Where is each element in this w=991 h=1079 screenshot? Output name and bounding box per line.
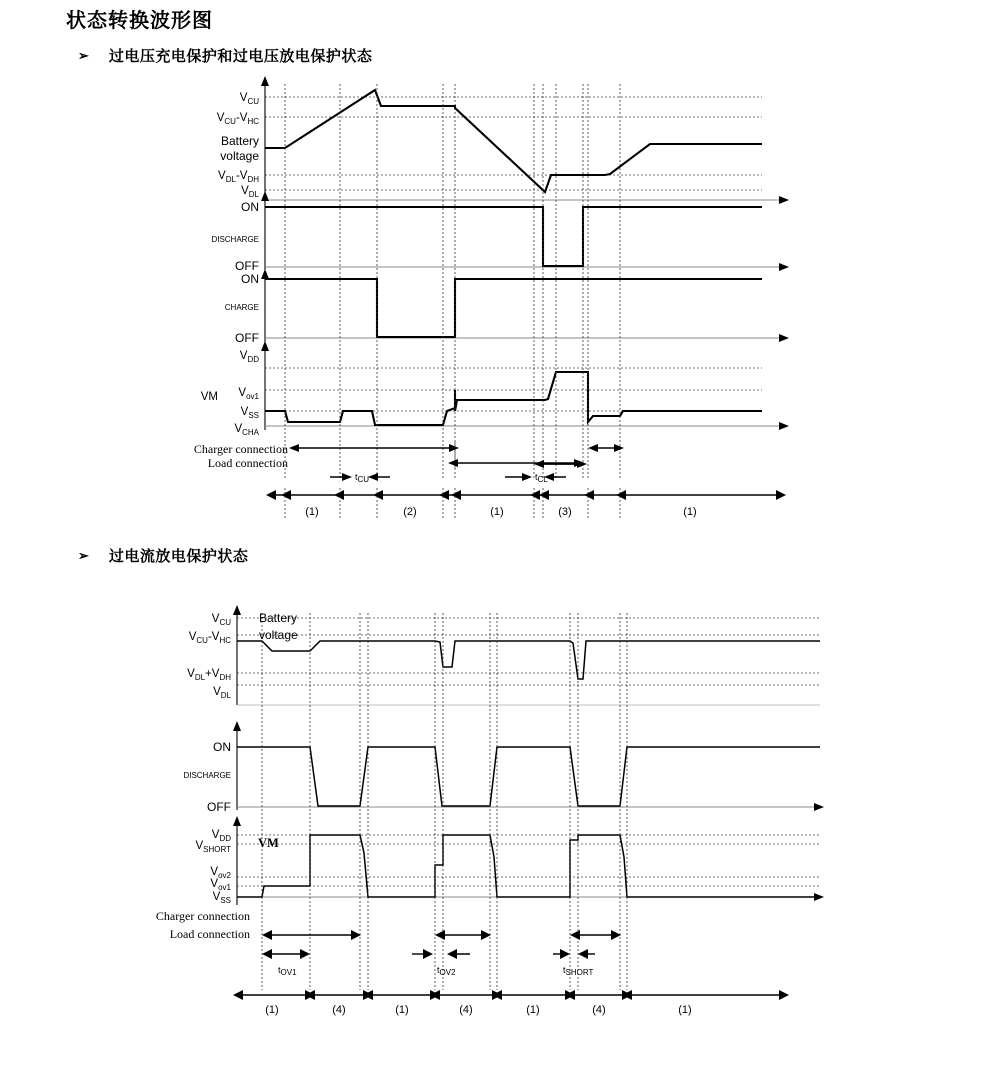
- phase-label: (1): [678, 1004, 692, 1016]
- label-vcha: $V_{CHA}$: [234, 423, 259, 437]
- label-discharge: DISCHARGE: [211, 235, 259, 244]
- section-heading-1: [78, 45, 372, 66]
- section-heading-1-label: 过电压充电保护和过电压放电保护状态: [108, 49, 373, 65]
- t-cl-dimension: [505, 472, 566, 484]
- label-charge-on: ON: [241, 272, 259, 286]
- label-tshort: tSHORT: [563, 965, 594, 977]
- section-heading-2-label: 过电流放电保护状态: [108, 549, 249, 565]
- label-vcu-vhc: VCU-VHC: [216, 112, 259, 126]
- label-vov1: $V_{ov1}$: [238, 387, 259, 401]
- t-cu-dimension: [330, 472, 390, 484]
- label-discharge: DISCHARGE: [183, 771, 231, 780]
- waveform-diagram-overvoltage: [0, 70, 991, 530]
- label-discharge-on: ON: [213, 740, 231, 754]
- label-vcu: $V_{CU}$: [239, 92, 259, 106]
- label-vm: VM: [258, 836, 279, 850]
- charger-connection-span: [289, 442, 459, 468]
- label-vdd: $V_{DD}$: [211, 829, 231, 843]
- phase-label: (4): [459, 1004, 473, 1016]
- label-vdl: $V_{DL}$: [241, 185, 259, 199]
- phase-label: (1): [395, 1004, 409, 1016]
- label-battery-voltage-line1: Battery: [259, 611, 298, 625]
- phase-label: (2): [403, 506, 417, 518]
- phase-label: (1): [526, 1004, 540, 1016]
- label-vdl-vdh: $V_{DL}-V_{DH}$: [218, 170, 259, 184]
- phase-label: (4): [592, 1004, 606, 1016]
- label-charger-connection: Charger connection: [193, 442, 288, 456]
- label-vcu: $V_{CU}$: [211, 613, 231, 627]
- label-discharge-off: OFF: [207, 800, 231, 814]
- phase-label: (1): [683, 506, 697, 518]
- label-vdl-vdh: $V_{DL}+V_{DH}$: [187, 668, 231, 682]
- label-battery-voltage-line1: Battery: [220, 134, 259, 148]
- label-tcl: tCL: [535, 472, 548, 484]
- load-connection-span-2: [435, 930, 491, 940]
- load-connection-span-1: [262, 930, 361, 940]
- label-vshort: $V_{SHORT}$: [195, 840, 231, 854]
- waveform-diagram-overcurrent: [0, 595, 991, 1035]
- label-vdd: $V_{DD}$: [239, 350, 259, 364]
- label-battery-voltage-line2: voltage: [259, 628, 298, 642]
- label-charge: CHARGE: [224, 303, 259, 312]
- phase-label: (1): [265, 1004, 279, 1016]
- label-charger-connection: Charger connection: [155, 909, 250, 923]
- label-load-connection: Load connection: [169, 927, 250, 941]
- label-tcu: tCU: [355, 472, 370, 484]
- phase-axis: [266, 488, 786, 520]
- label-vss: $V_{SS}$: [240, 406, 259, 420]
- label-battery-voltage-line2: voltage: [220, 149, 259, 163]
- phase-label: (3): [558, 506, 572, 518]
- label-load-connection: Load connection: [207, 456, 288, 470]
- label-vcu-vhc: VCU-VHC: [188, 631, 231, 645]
- t-ov2-dimension: [412, 949, 470, 977]
- section-heading-2: [78, 545, 248, 566]
- label-charge-off: OFF: [235, 331, 259, 345]
- load-connection-span-3: [570, 930, 621, 940]
- charger-connection-span-2: [588, 444, 624, 452]
- label-tov1: tOV1: [278, 965, 297, 977]
- label-discharge-off: OFF: [235, 259, 259, 273]
- phase-label: (1): [490, 506, 504, 518]
- label-vdl: $V_{DL}$: [213, 686, 231, 700]
- phase-label: (4): [332, 1004, 346, 1016]
- load-connection-span-mid: [448, 459, 584, 467]
- phase-label: (1): [305, 506, 319, 518]
- label-vov1: $V_{ov1}$: [210, 878, 231, 892]
- label-discharge-on: ON: [241, 200, 259, 214]
- page-title: 状态转换波形图: [66, 10, 213, 32]
- label-vm: VM: [200, 391, 218, 403]
- bullet-arrow-icon: ➢: [78, 547, 89, 563]
- t-ov1-dimension: [262, 949, 310, 977]
- t-short-dimension: [553, 949, 595, 977]
- label-tov2: tOV2: [437, 965, 456, 977]
- bullet-arrow-icon: ➢: [78, 47, 89, 63]
- label-vov2: $V_{ov2}$: [210, 866, 231, 880]
- label-vss: $V_{SS}$: [212, 891, 231, 905]
- phase-axis: [233, 990, 789, 1016]
